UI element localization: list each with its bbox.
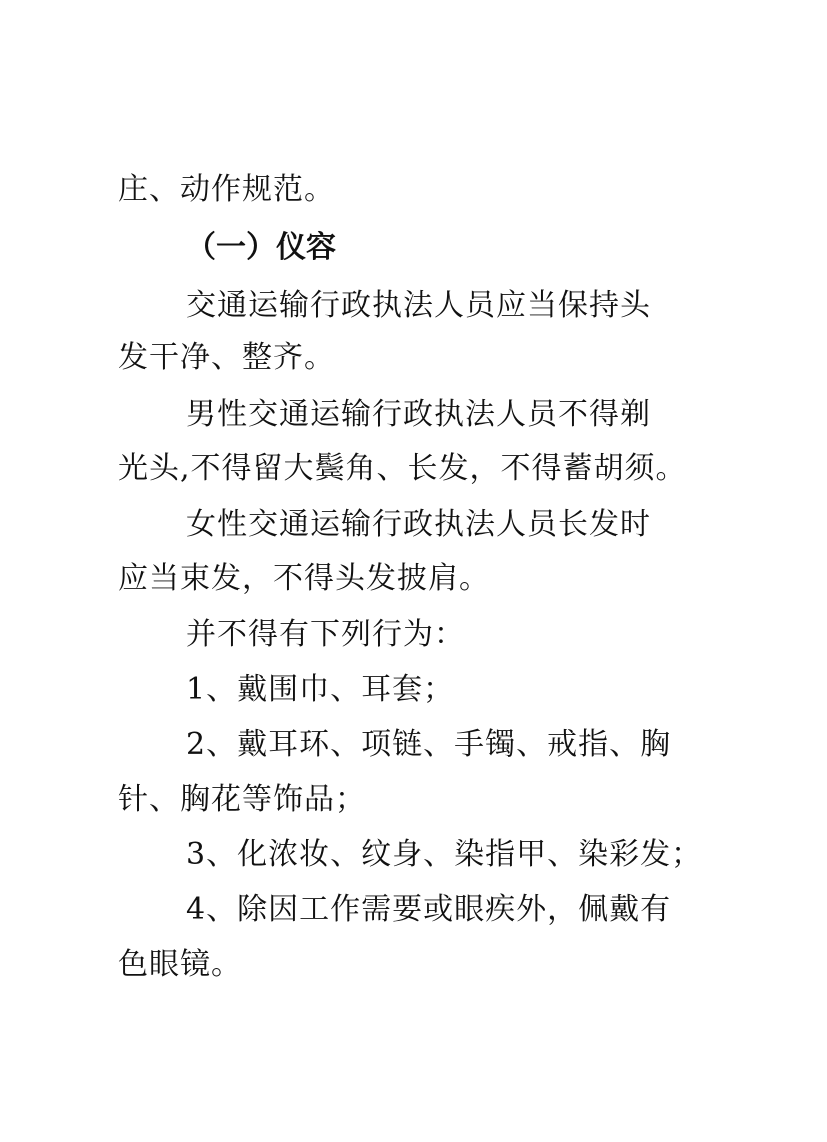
paragraph-male-rule-end: 光头,不得留大鬓角、长发，不得蓄胡须。 <box>118 451 687 486</box>
list-item-3: 3、化浓妆、纹身、染指甲、染彩发； <box>186 837 703 872</box>
list-item-2-start: 2、戴耳环、项链、手镯、戒指、胸 <box>186 727 672 762</box>
list-item-1: 1、戴围巾、耳套； <box>186 672 455 707</box>
paragraph-line-continuation: 庄、动作规范。 <box>118 172 335 207</box>
paragraph-female-rule-end: 应当束发，不得头发披肩。 <box>118 561 490 596</box>
paragraph-female-rule-start: 女性交通运输行政执法人员长发时 <box>186 507 651 542</box>
paragraph-male-rule-start: 男性交通运输行政执法人员不得剃 <box>186 397 651 432</box>
list-item-4-end: 色眼镜。 <box>118 947 242 982</box>
paragraph-prohibited-intro: 并不得有下列行为： <box>186 617 465 652</box>
paragraph-hair-rule-start: 交通运输行政执法人员应当保持头 <box>186 288 651 323</box>
list-item-4-start: 4、除因工作需要或眼疾外，佩戴有 <box>186 892 672 927</box>
section-heading-appearance: （一）仪容 <box>186 230 336 265</box>
list-item-2-end: 针、胸花等饰品； <box>118 782 366 817</box>
paragraph-hair-rule-end: 发干净、整齐。 <box>118 340 335 375</box>
